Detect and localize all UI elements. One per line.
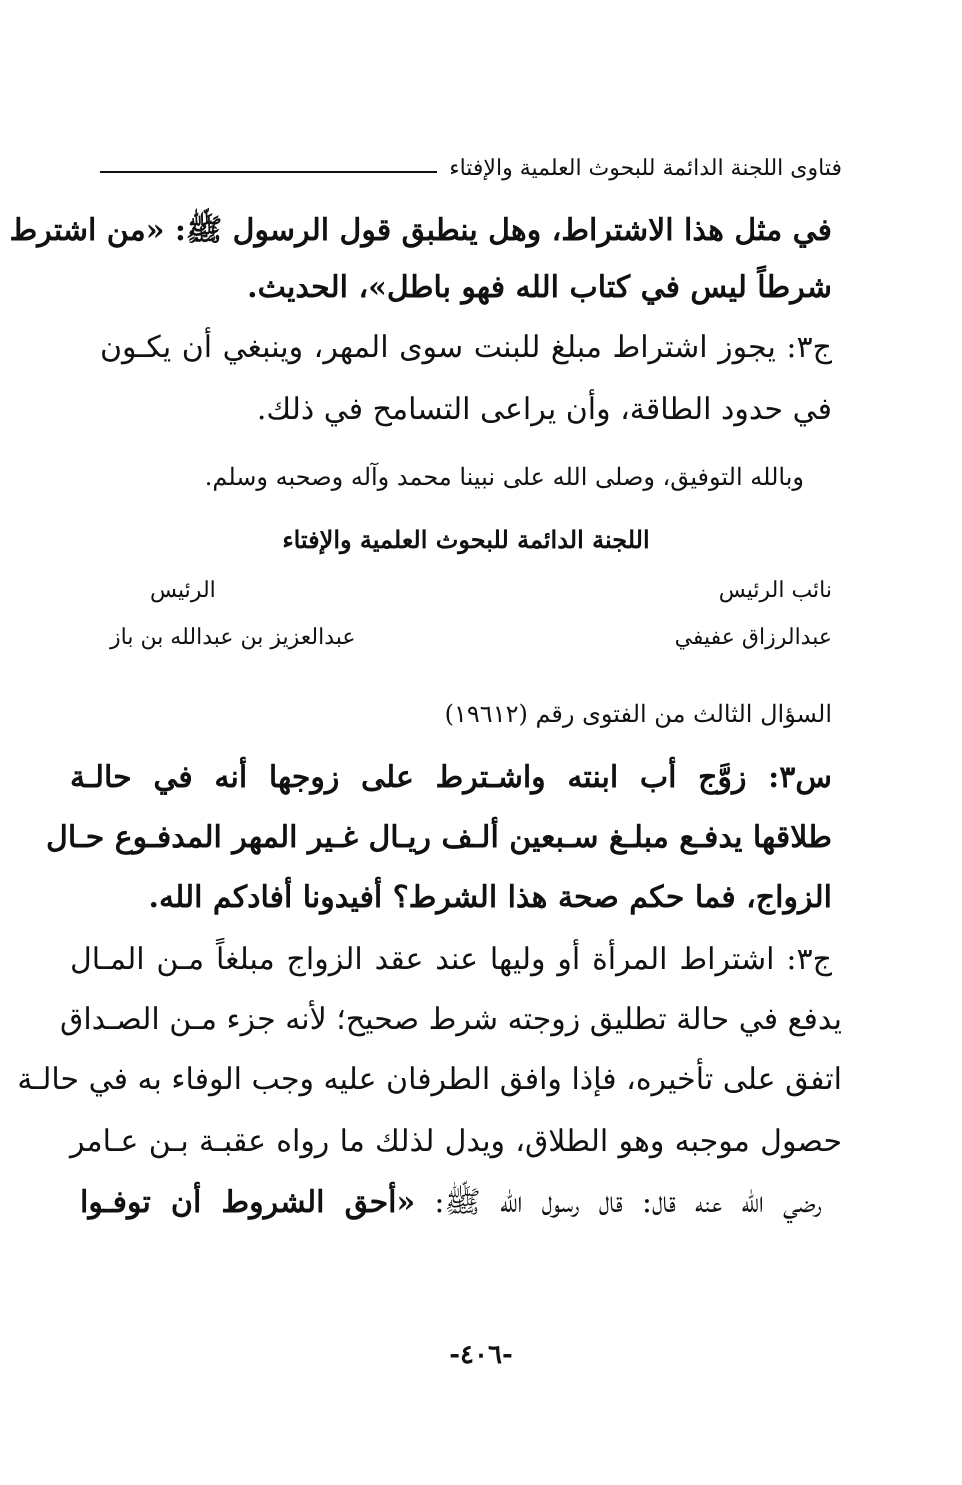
- answer-line-2: في حدود الطاقة، وأن يراعى التسامح في ذلك.: [256, 392, 832, 427]
- question-three-line-2: طلاقها يدفـع مبلـغ سـبعين ألـف ريـال غـير المهر المدفـوع حـال: [46, 820, 832, 855]
- answer-three-line-5-quote: «أحق الشروط أن توفـوا: [80, 1185, 416, 1220]
- section-two: [9, 0, 842, 1485]
- committee-name: اللجنة الدائمة للبحوث العلمية والإفتاء: [282, 525, 650, 554]
- deputy-title: نائب الرئيس: [718, 578, 832, 603]
- question-three-line-3: الزواج، فما حكم صحة هذا الشرط؟ أفيدونا أفادكم الله.: [148, 880, 832, 915]
- question-continuation-line-1: في مثل هذا الاشتراط، وهل ينطبق قول الرسول ﷺ: «من اشترط: [9, 213, 832, 248]
- answer-three-line-3: اتفق على تأخيره، فإذا وافق الطرفان عليه وجب الوفاء به في حالـة: [17, 1062, 842, 1097]
- answer-three-line-5-plain: رضي الله عنه قال: قال رسول الله ﷺ:: [415, 1185, 822, 1220]
- page-number: -٤٠٦-: [449, 1340, 513, 1370]
- answer-three-line-1: ج٣: اشتراط المرأة أو وليها عند عقد الزواج مبلغاً مـن المـال: [70, 942, 832, 977]
- answer-three-line-4: حصول موجبه وهو الطلاق، ويدل لذلك ما رواه عقبـة بـن عـامر: [70, 1124, 842, 1159]
- question-continuation-line-2: شرطاً ليس في كتاب الله فهو باطل»، الحديث.: [247, 270, 832, 305]
- answer-three-line-2: يدفع في حالة تطليق زوجته شرط صحيح؛ لأنه جزء مـن الصـداق: [60, 1002, 842, 1037]
- section-two-heading: السؤال الثالث من الفتوى رقم (١٩٦١٢): [444, 700, 832, 728]
- question-three-line-1: س٣: زوَّج أب ابنته واشـترط على زوجها أنه في حالـة: [70, 760, 832, 795]
- running-head-title: فتاوى اللجنة الدائمة للبحوث العلمية والإفتاء: [449, 155, 842, 181]
- president-title: الرئيس: [150, 578, 216, 603]
- answer-line-1: ج٣: يجوز اشتراط مبلغ للبنت سوى المهر، وينبغي أن يكـون: [100, 330, 832, 365]
- closing-line: وبالله التوفيق، وصلى الله على نبينا محمد وآله وصحبه وسلم.: [204, 463, 804, 491]
- president-name: عبدالعزيز بن عبدالله بن باز: [110, 625, 356, 650]
- answer-three-line-5: [80, 1184, 822, 1227]
- deputy-name: عبدالرزاق عفيفي: [674, 625, 832, 650]
